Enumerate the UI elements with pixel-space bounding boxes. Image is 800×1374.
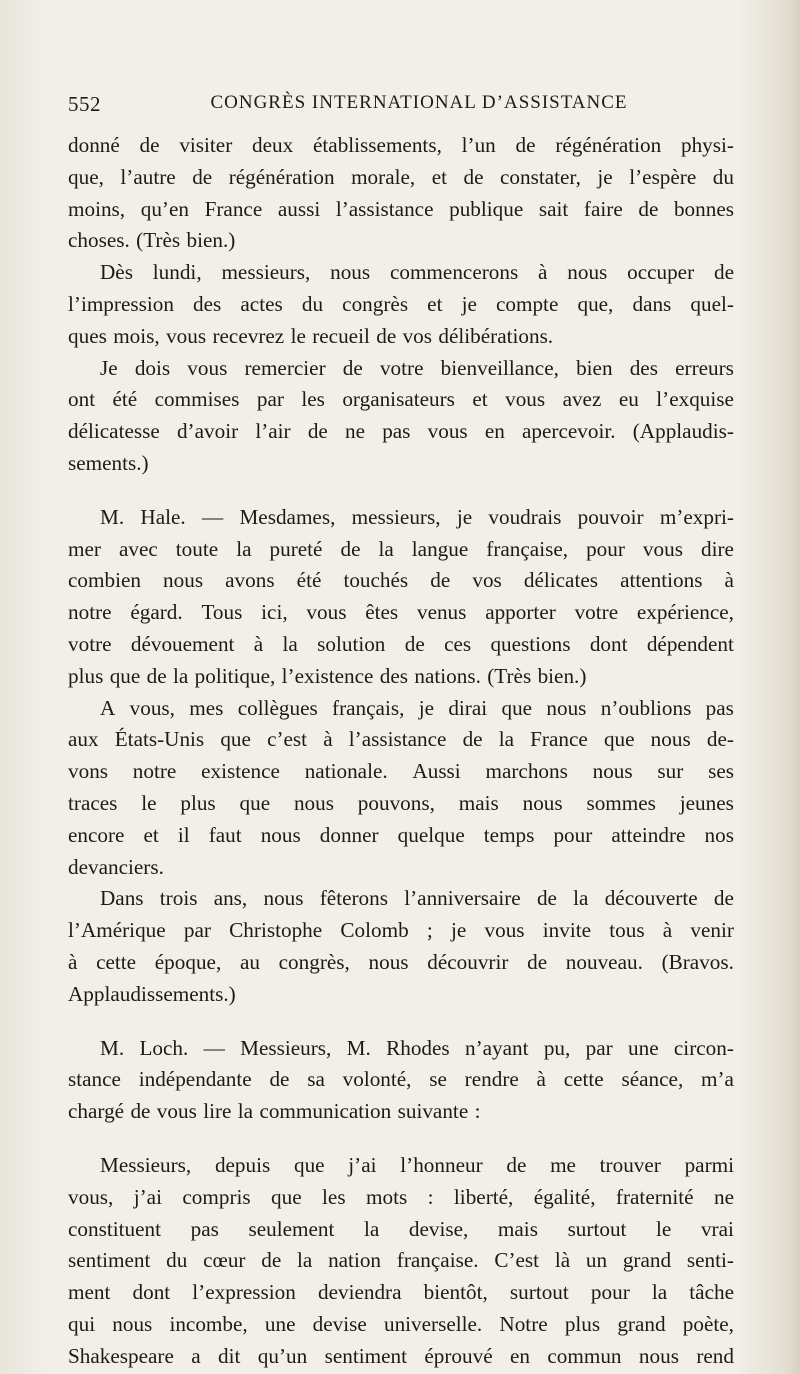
text-line: à cette époque, au congrès, nous découvrir de nouveau. (Bravos. <box>68 949 734 974</box>
text-line: sements.) <box>68 450 149 475</box>
text-line: combien nous avons été touchés de vos délicates attentions à <box>68 568 734 593</box>
text-line: mer avec toute la pureté de la langue française, pour vous dire <box>68 536 734 561</box>
text-line: que, l’autre de régénération morale, et de constater, je l’espère du <box>68 164 734 189</box>
text-line: l’impression des actes du congrès et je compte que, dans quel- <box>68 291 734 316</box>
text-line: devanciers. <box>68 854 164 879</box>
text-line: ment dont l’expression deviendra bientôt, surtout pour la tâche <box>68 1280 734 1305</box>
text-line: Dans trois ans, nous fêterons l’anniversaire de la découverte de <box>100 886 734 911</box>
text-line: plus que de la politique, l’existence des nations. (Très bien.) <box>68 663 587 688</box>
text-line: traces le plus que nous pouvons, mais nous sommes jeunes <box>68 790 734 815</box>
text-line: aux États-Unis que c’est à l’assistance de la France que nous de- <box>68 727 734 752</box>
text-line: votre dévouement à la solution de ces questions dont dépendent <box>68 631 734 656</box>
text-line: choses. (Très bien.) <box>68 228 236 253</box>
text-line: ques mois, vous recevrez le recueil de vos délibérations. <box>68 323 554 348</box>
text-line: M. Hale. — Mesdames, messieurs, je voudrais pouvoir m’expri- <box>100 504 734 529</box>
page-number: 552 <box>68 92 101 116</box>
text-line: constituent pas seulement la devise, mais surtout le vrai <box>68 1216 734 1241</box>
page-header <box>68 92 734 122</box>
text-line: sentiment du cœur de la nation française. C’est là un grand senti- <box>68 1248 734 1273</box>
text-line: Je dois vous remercier de votre bienveillance, bien des erreurs <box>100 355 734 380</box>
text-line: vous, j’ai compris que les mots : liberté, égalité, fraternité ne <box>68 1184 734 1209</box>
text-line: A vous, mes collègues français, je dirai que nous n’oublions pas <box>100 695 734 720</box>
text-line: moins, qu’en France aussi l’assistance publique sait faire de bonnes <box>68 196 734 221</box>
text-line: Shakespeare a dit qu’un sentiment éprouvé en commun nous rend <box>68 1343 734 1368</box>
text-line: qui nous incombe, une devise universelle. Notre plus grand poète, <box>68 1311 734 1336</box>
text-line: Dès lundi, messieurs, nous commencerons à nous occuper de <box>100 260 734 285</box>
body-text <box>68 130 734 1372</box>
text-line: M. Loch. — Messieurs, M. Rhodes n’ayant pu, par une circon- <box>100 1035 734 1060</box>
running-title: CONGRÈS INTERNATIONAL D’ASSISTANCE <box>210 92 628 113</box>
text-line: chargé de vous lire la communication suivante : <box>68 1099 481 1124</box>
text-line: délicatesse d’avoir l’air de ne pas vous en apercevoir. (Applaudis- <box>68 419 734 444</box>
text-line: ont été commises par les organisateurs et vous avez eu l’exquise <box>68 387 734 412</box>
text-line: l’Amérique par Christophe Colomb ; je vous invite tous à venir <box>68 918 734 943</box>
text-line: notre égard. Tous ici, vous êtes venus apporter votre expérience, <box>68 600 734 625</box>
text-line: Messieurs, depuis que j’ai l’honneur de me trouver parmi <box>100 1152 734 1177</box>
text-line: vons notre existence nationale. Aussi marchons nous sur ses <box>68 759 734 784</box>
text-line: donné de visiter deux établissements, l’un de régénération physi- <box>68 133 734 157</box>
text-line: stance indépendante de sa volonté, se rendre à cette séance, m’a <box>68 1067 734 1092</box>
text-line: encore et il faut nous donner quelque temps pour atteindre nos <box>68 822 734 847</box>
text-line: Applaudissements.) <box>68 981 236 1006</box>
